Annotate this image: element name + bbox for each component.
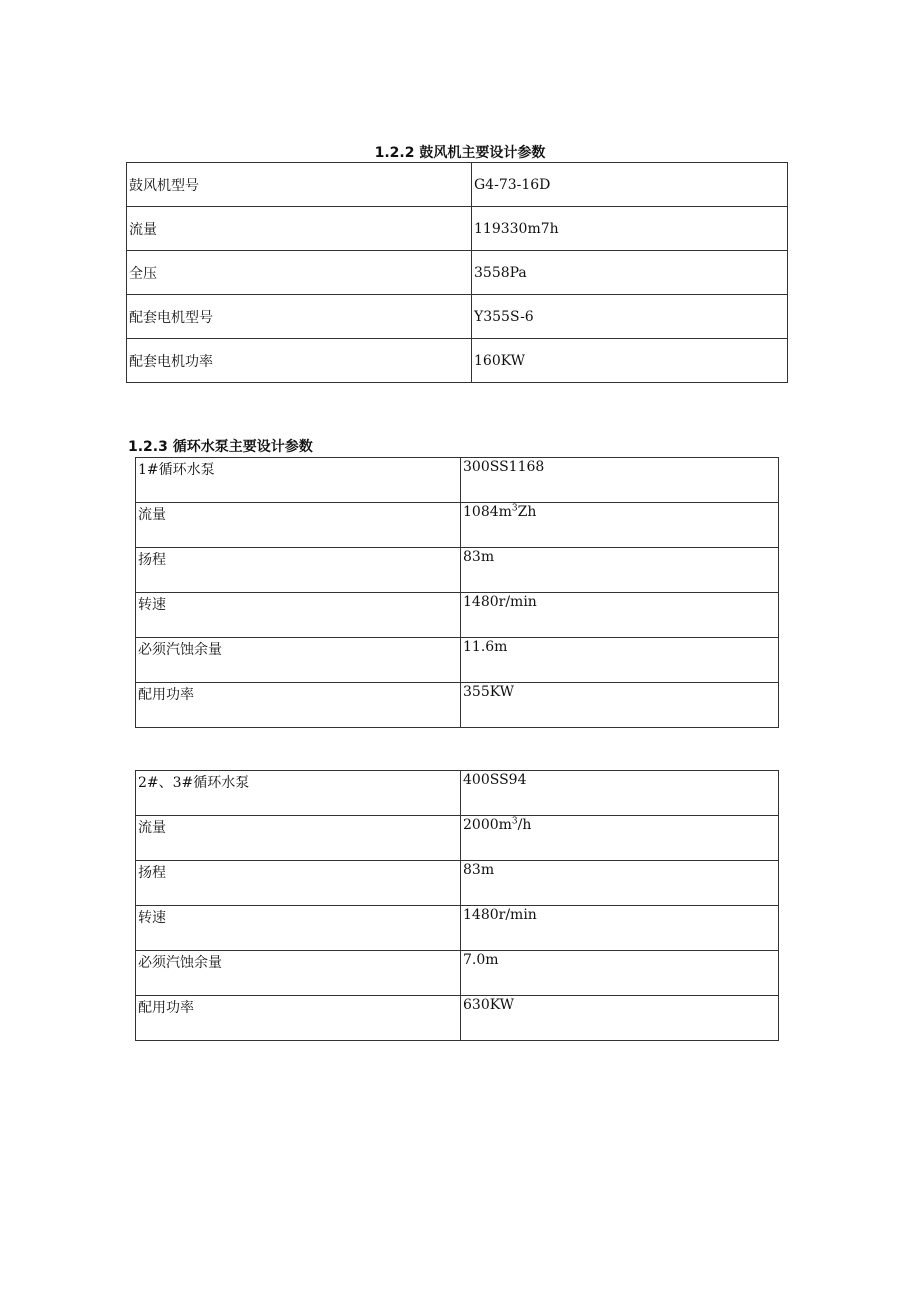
param-value: 400SS94 [461, 771, 779, 816]
param-value [461, 503, 779, 548]
param-label: 扬程 [136, 861, 461, 906]
param-label: 必须汽蚀余量 [136, 951, 461, 996]
value-main: 1084m [463, 504, 512, 520]
param-label: 必须汽蚀余量 [136, 638, 461, 683]
param-label: 配套电机型号 [127, 295, 472, 339]
table-row [136, 458, 779, 503]
param-label: 转速 [136, 906, 461, 951]
blower-parameters-table [126, 162, 788, 383]
param-value: G4-73-16D [472, 163, 788, 207]
value-superscript: 3 [511, 503, 518, 514]
table-row [127, 339, 788, 383]
param-value: 355KW [461, 683, 779, 728]
value-main: 2000m [463, 817, 512, 833]
table-row [136, 951, 779, 996]
param-label: 流量 [136, 816, 461, 861]
table-row [127, 295, 788, 339]
pump-section-heading: 1.2.3 循环水泵主要设计参数 [128, 439, 313, 455]
param-value: Y355S-6 [472, 295, 788, 339]
pump23-parameters-table [135, 770, 779, 1041]
param-value [461, 816, 779, 861]
param-label: 全压 [127, 251, 472, 295]
param-value: 300SS1168 [461, 458, 779, 503]
table-row [127, 163, 788, 207]
table-row [136, 638, 779, 683]
table-row [136, 683, 779, 728]
param-label: 扬程 [136, 548, 461, 593]
param-value: 119330m7h [472, 207, 788, 251]
table-row [136, 816, 779, 861]
table-row [136, 503, 779, 548]
param-value: 630KW [461, 996, 779, 1041]
param-label: 2#、3#循环水泵 [136, 771, 461, 816]
param-label: 流量 [127, 207, 472, 251]
param-label: 鼓风机型号 [127, 163, 472, 207]
param-label: 转速 [136, 593, 461, 638]
value-unit: Zh [517, 504, 537, 520]
param-label: 配用功率 [136, 683, 461, 728]
table-row [136, 861, 779, 906]
table-row [127, 251, 788, 295]
param-value: 3558Pa [472, 251, 788, 295]
pump1-parameters-table [135, 457, 779, 728]
param-value: 11.6m [461, 638, 779, 683]
table-row [136, 593, 779, 638]
table-row [136, 548, 779, 593]
param-value: 1480r/min [461, 593, 779, 638]
table-row [136, 906, 779, 951]
param-label: 配用功率 [136, 996, 461, 1041]
table-row [136, 996, 779, 1041]
value-superscript: 3 [511, 816, 518, 827]
param-label: 流量 [136, 503, 461, 548]
param-label: 1#循环水泵 [136, 458, 461, 503]
blower-section-heading: 1.2.2 鼓风机主要设计参数 [374, 145, 546, 161]
table-row [136, 771, 779, 816]
table-row [127, 207, 788, 251]
param-value: 1480r/min [461, 906, 779, 951]
param-value: 160KW [472, 339, 788, 383]
value-unit: /h [517, 817, 532, 833]
param-value: 83m [461, 548, 779, 593]
param-value: 83m [461, 861, 779, 906]
param-label: 配套电机功率 [127, 339, 472, 383]
param-value: 7.0m [461, 951, 779, 996]
